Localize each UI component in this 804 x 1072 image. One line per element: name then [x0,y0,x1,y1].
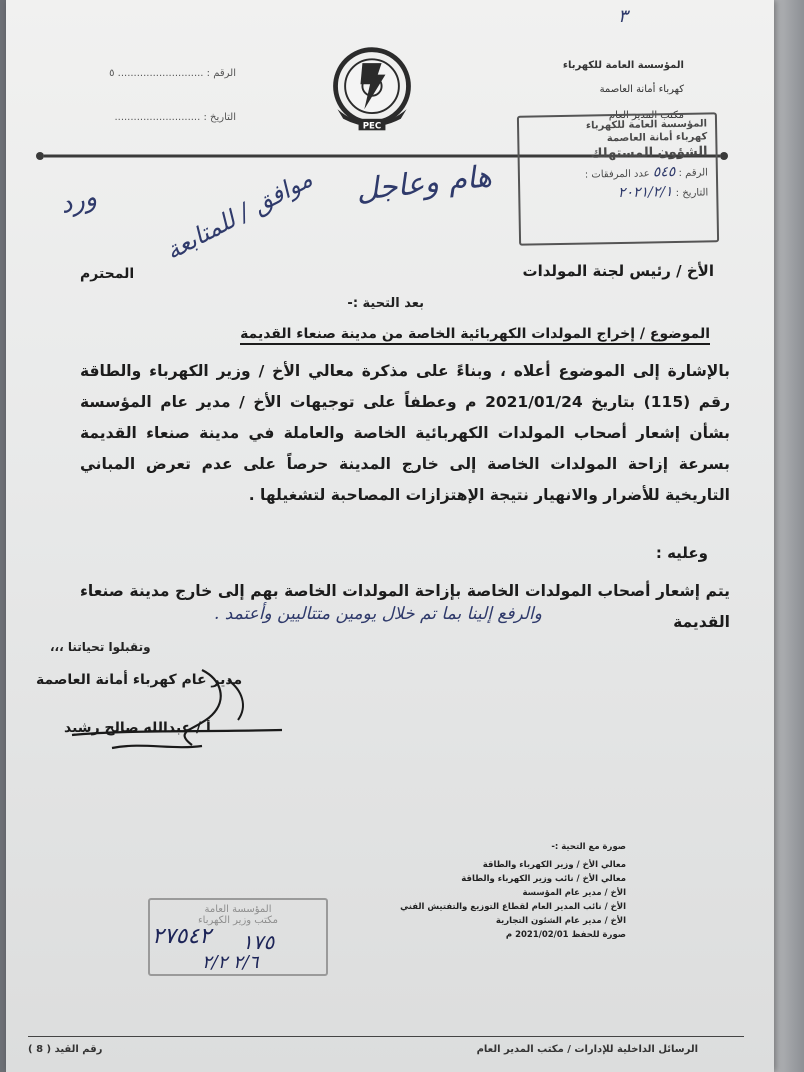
reference-value: ٥ [109,68,115,79]
received-count: ١٧٥ [242,930,275,954]
copy-item: الأخ / مدير عام المؤسسة [522,888,626,898]
reference-dots: ........................... [117,68,204,79]
stamp-line-2: كهرباء أمانة العاصمة [606,131,708,145]
urgent-handwritten-note: هام وعاجل [354,158,494,209]
conclusion: وعليه : [655,544,708,562]
footer-form-label: رقم القيد ( 8 ) [28,1044,103,1055]
logo-caption: PEC [362,121,382,132]
stamp-number-row [520,159,716,182]
stamp-number-value: ٥٤٥ [652,163,676,181]
page-mark-handwriting: ٣ [618,6,628,27]
footer-rule [28,1036,744,1037]
copy-item: صورة للحفظ 2021/02/01 م [505,930,626,940]
directive-text: يتم إشعار أصحاب المولدات الخاصة بإزاحة المولدات الخاصة بهم إلى خارج مدينة صنعاء القديمة [80,582,730,631]
copies-list [396,858,626,942]
stamp-attachments-label: عدد المرفقات : [584,168,650,181]
stamp-line-3: الشؤون المستهلك [590,144,708,162]
received-date: ٢/٦ ٢/٢ [202,952,259,973]
handwritten-signature [52,660,302,770]
subject-text: إخراج المولدات الكهربائية الخاصة من مدينة صنعاء القديمة [240,326,636,342]
greeting: بعد التحية :- [347,296,424,311]
stamp-date-label: التاريخ : [675,187,709,199]
header-office: مكتب المدير العام [608,110,684,121]
closing: وتقبلوا تحياتنا ،،، [50,640,151,654]
footer-form-title: الرسائل الداخلية للإدارات / مكتب المدير العام [476,1044,698,1055]
header-org-name: المؤسسة العامة للكهرباء [562,60,684,71]
main-paragraph: بالإشارة إلى الموضوع أعلاه ، وبناءً على مذكرة معالي الأخ / وزير الكهرباء والطاقة رقم (115) بتاريخ 2021/01/24 م وعطفاً على توجيهات الأخ / مدير عام المؤسسة بشأن إشعار أصحاب المولدات الكهربائية الخاصة والعاملة في مدينة صنعاء القديمة بسرعة إزاحة المولدات الخاصة إلى خارج المدينة حرصاً على عدم تعرض المباني التاريخية للأضرار والانهيار نتيجة الإهتزازات المصاحبة لتشغيلها . [80,362,730,504]
reference-label: الرقم : [206,68,236,79]
stamp-line-1: المؤسسة العامة للكهرباء [585,118,708,132]
copy-item: معالي الأخ / وزير الكهرباء والطاقة [482,860,626,870]
stamp-number-label: الرقم : [678,167,709,179]
left-handwritten-note: ورد [56,182,100,220]
signature-name: أ / عبدالله صالح رشيد [64,720,211,736]
recipient: الأخ / رئيس لجنة المولدات [522,262,714,280]
side-handwritten-note: موافق / للمتابعة [161,164,317,266]
pec-logo [324,42,420,138]
incoming-stamp [517,112,719,245]
received-number: ٢٧٥٤٢ [152,924,212,949]
subject-line [240,326,710,345]
handwritten-addition: والرفع إلينا بما تم خلال يومين متتاليين وأعتمد . [213,604,542,624]
date-label: التاريخ : [203,112,236,123]
copy-item: الأخ / مدير عام الشئون التجارية [495,916,626,926]
subject-label: الموضوع / [639,326,710,342]
stamp-date-row [520,179,716,202]
honorific: المحترم [80,266,135,282]
copies-heading: صورة مع التحية :- [551,842,626,852]
received-stamp-line-1: المؤسسة العامة [204,904,272,915]
reference-field [56,68,236,79]
date-dots: ........................... [114,112,201,123]
copy-item: معالي الأخ / نائب وزير الكهرباء والطاقة [461,874,626,884]
signature-title: مدير عام كهرباء أمانة العاصمة [36,672,243,688]
header-branch: كهرباء أمانة العاصمة [599,84,684,95]
letter-page [6,0,774,1072]
date-field [62,112,236,123]
stamp-date-value: ٢٠٢١/٢/١ [617,184,673,202]
copy-item: الأخ / نائب المدير العام لقطاع التوزيع والتفتيش الفني [400,902,626,912]
received-stamp-line-2: مكتب وزير الكهرباء [197,915,279,926]
